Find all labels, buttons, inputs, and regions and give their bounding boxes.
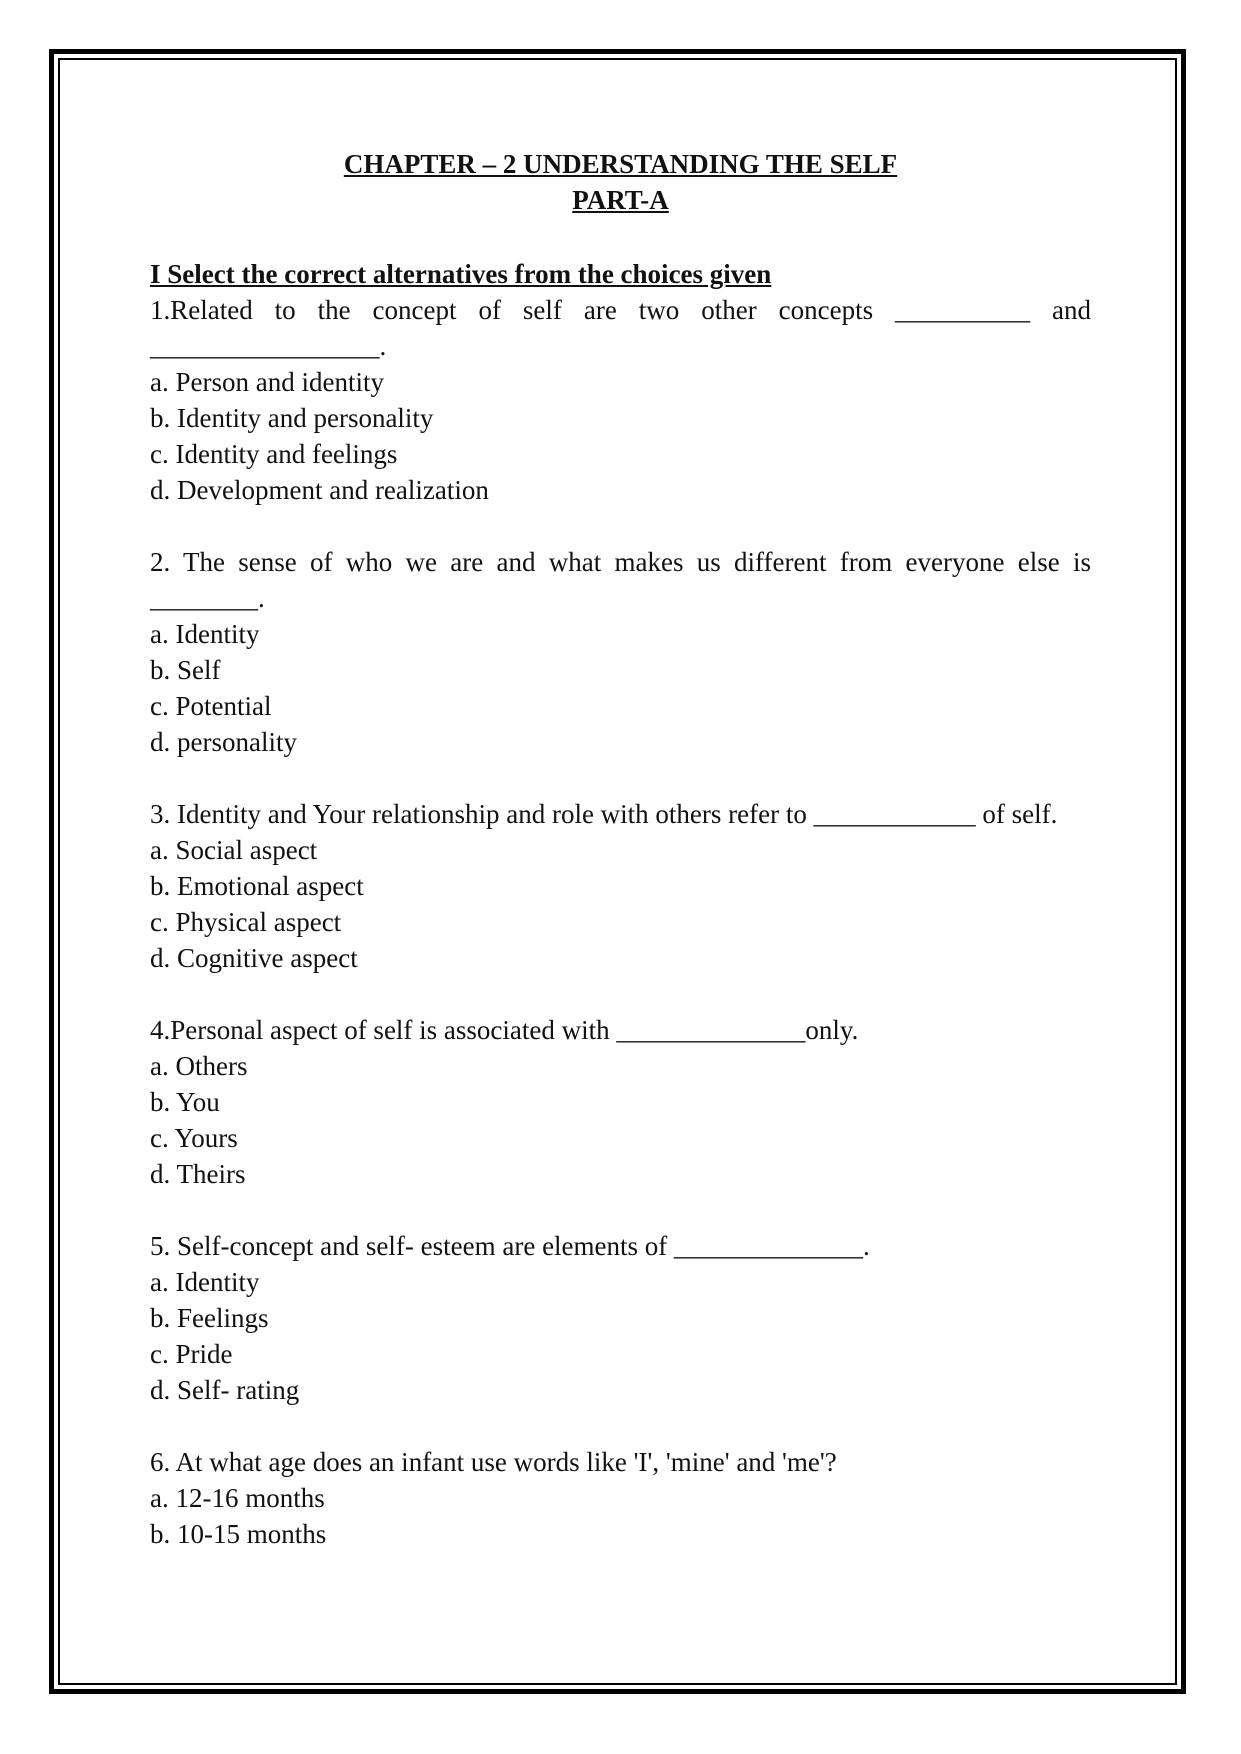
option-a: a. Person and identity <box>150 367 384 397</box>
question-3 <box>150 796 1091 976</box>
option-b: b. Feelings <box>150 1303 269 1333</box>
option-d: d. Development and realization <box>150 475 489 505</box>
question-6 <box>150 1444 1091 1552</box>
document-body <box>150 146 1091 1552</box>
question-text: 5. Self-concept and self- esteem are elements of ______________. <box>150 1231 870 1261</box>
question-text: 2. The sense of who we are and what makes us different from everyone else is ________. <box>150 547 1091 613</box>
question-4 <box>150 1012 1091 1192</box>
option-b: b. Self <box>150 655 221 685</box>
question-2 <box>150 544 1091 760</box>
chapter-title: CHAPTER – 2 UNDERSTANDING THE SELF <box>343 149 898 179</box>
option-b: b. 10-15 months <box>150 1519 327 1549</box>
option-c: c. Physical aspect <box>150 907 342 937</box>
option-b: b. You <box>150 1087 220 1117</box>
option-c: c. Pride <box>150 1339 233 1369</box>
option-c: c. Identity and feelings <box>150 439 398 469</box>
option-d: d. Cognitive aspect <box>150 943 358 973</box>
question-1 <box>150 292 1091 508</box>
question-text: 1.Related to the concept of self are two other concepts __________ and _________________. <box>150 295 1091 361</box>
question-text: 3. Identity and Your relationship and role with others refer to ____________ of self. <box>150 799 1058 829</box>
option-b: b. Emotional aspect <box>150 871 364 901</box>
part-title: PART-A <box>572 185 669 215</box>
option-b: b. Identity and personality <box>150 403 434 433</box>
question-text: 6. At what age does an infant use words like 'I', 'mine' and 'me'? <box>150 1447 837 1477</box>
option-a: a. Others <box>150 1051 248 1081</box>
question-5 <box>150 1228 1091 1408</box>
question-text: 4.Personal aspect of self is associated with ______________only. <box>150 1015 859 1045</box>
section-heading: I Select the correct alternatives from the choices given <box>150 259 772 289</box>
option-a: a. 12-16 months <box>150 1483 325 1513</box>
option-d: d. personality <box>150 727 297 757</box>
option-a: a. Identity <box>150 1267 260 1297</box>
option-a: a. Social aspect <box>150 835 318 865</box>
option-c: c. Potential <box>150 691 272 721</box>
option-c: c. Yours <box>150 1123 238 1153</box>
option-a: a. Identity <box>150 619 260 649</box>
option-d: d. Self- rating <box>150 1375 300 1405</box>
option-d: d. Theirs <box>150 1159 246 1189</box>
